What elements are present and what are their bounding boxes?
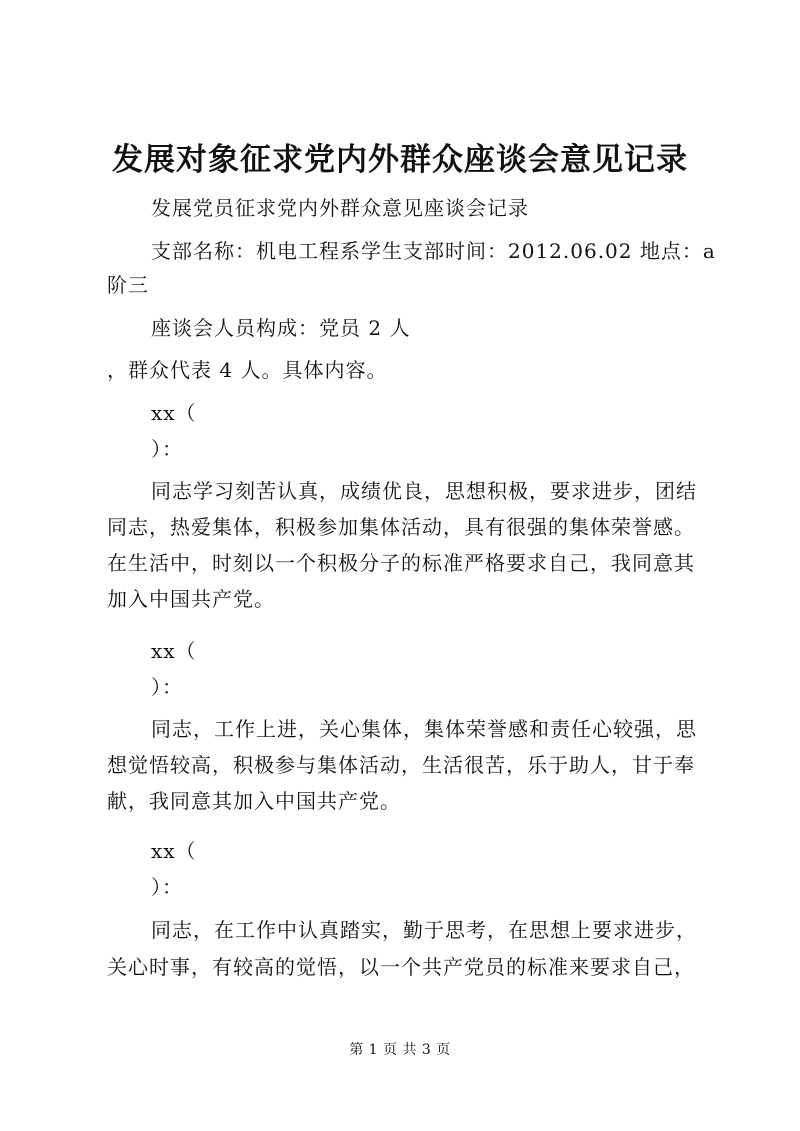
opinion-2-close: ）： bbox=[151, 675, 183, 699]
opinion-1-line: 加入中国共产党。 bbox=[107, 587, 275, 611]
opinion-2-line: 同志，工作上进，关心集体，集体荣誉感和责任心较强，思 bbox=[151, 717, 697, 741]
opinion-1-line: 同志学习刻苦认真，成绩优良，思想积极，要求进步，团结 bbox=[151, 479, 697, 503]
opinion-2-line: 献，我同意其加入中国共产党。 bbox=[107, 789, 401, 813]
opinion-1-name: xx（ bbox=[151, 401, 197, 425]
page-footer: 第 1 页 共 3 页 bbox=[349, 1042, 451, 1058]
opinion-2-line: 想觉悟较高，积极参与集体活动，生活很苦，乐于助人，甘于奉 bbox=[107, 753, 695, 777]
branch-info-line-continued: 阶三 bbox=[107, 273, 149, 297]
document-subtitle: 发展党员征求党内外群众意见座谈会记录 bbox=[151, 196, 529, 220]
opinion-3-close: ）： bbox=[151, 875, 183, 899]
opinion-3-line: 同志，在工作中认真踏实，勤于思考，在思想上要求进步， bbox=[151, 918, 697, 942]
document-title: 发展对象征求党内外群众座谈会意见记录 bbox=[112, 142, 688, 178]
opinion-2-name: xx（ bbox=[151, 639, 197, 663]
opinion-3-line: 关心时事，有较高的觉悟，以一个共产党员的标准来要求自己， bbox=[107, 955, 695, 979]
branch-info-line: 支部名称：机电工程系学生支部时间：2012.06.02 地点：a bbox=[151, 239, 716, 263]
opinion-1-line: 在生活中，时刻以一个积极分子的标准严格要求自己，我同意其 bbox=[107, 551, 695, 575]
attendees-line-continued: ，群众代表 4 人。具体内容。 bbox=[107, 358, 388, 382]
opinion-1-close: ）： bbox=[151, 437, 183, 461]
opinion-1-line: 同志，热爱集体，积极参加集体活动，具有很强的集体荣誉感。 bbox=[107, 515, 695, 539]
opinion-3-name: xx（ bbox=[151, 839, 197, 863]
attendees-line: 座谈会人员构成：党员 2 人 bbox=[151, 316, 411, 340]
